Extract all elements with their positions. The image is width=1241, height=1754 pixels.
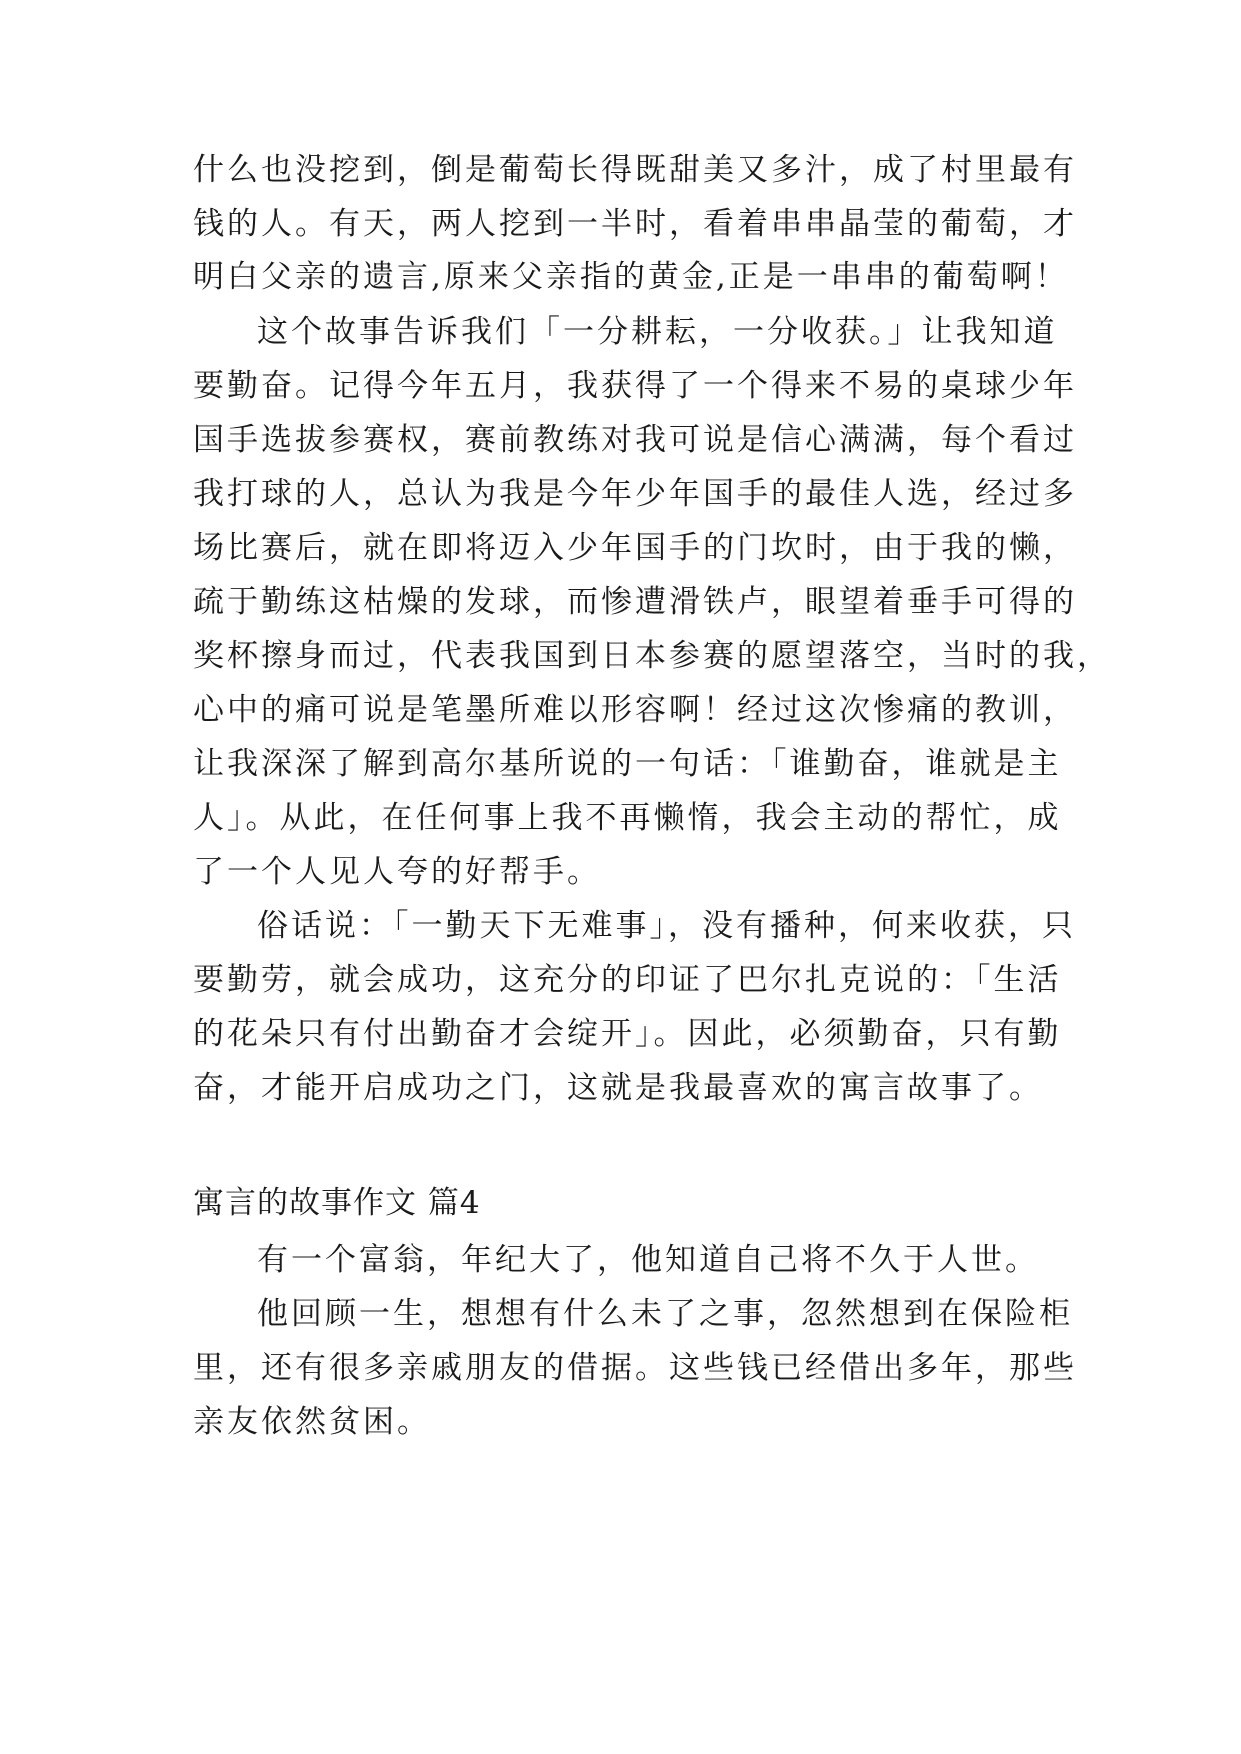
- text-line: 这个故事告诉我们「一分耕耘，一分收获。」让我知道: [257, 314, 1058, 350]
- text-line: 让我深深了解到高尔基所说的一句话：「谁勤奋，谁就是主: [193, 746, 1062, 782]
- text-line: 他回顾一生，想想有什么未了之事，忽然想到在保险柜: [257, 1296, 1073, 1332]
- text-line: 我打球的人，总认为我是今年少年国手的最佳人选，经过多: [193, 476, 1077, 512]
- text-line: 心中的痛可说是笔墨所难以形容啊！经过这次惨痛的教训，: [193, 692, 1077, 728]
- text-line: 了一个人见人夸的好帮手。: [193, 854, 601, 890]
- text-line: 明白父亲的遗言,原来父亲指的黄金,正是一串串的葡萄啊！: [193, 259, 1069, 295]
- section-heading: 寓言的故事作文 篇4: [193, 1185, 481, 1221]
- text-line: 什么也没挖到，倒是葡萄长得既甜美又多汁，成了村里最有: [193, 152, 1077, 188]
- text-line: 亲友依然贫困。: [193, 1404, 431, 1440]
- text-line: 要勤奋。记得今年五月，我获得了一个得来不易的桌球少年: [193, 368, 1077, 404]
- text-line: 疏于勤练这枯燥的发球，而惨遭滑铁卢，眼望着垂手可得的: [193, 584, 1077, 620]
- text-line: 国手选拔参赛权，赛前教练对我可说是信心满满，每个看过: [193, 422, 1077, 458]
- text-line: 有一个富翁，年纪大了，他知道自己将不久于人世。: [257, 1242, 1039, 1278]
- text-line: 奋，才能开启成功之门，这就是我最喜欢的寓言故事了。: [193, 1070, 1043, 1106]
- text-line: 要勤劳，就会成功，这充分的印证了巴尔扎克说的：「生活: [193, 962, 1062, 998]
- text-line: 俗话说：「一勤天下无难事」，没有播种，何来收获，只: [257, 908, 1076, 944]
- text-line: 里，还有很多亲戚朋友的借据。这些钱已经借出多年，那些: [193, 1350, 1077, 1386]
- text-line: 奖杯擦身而过，代表我国到日本参赛的愿望落空，当时的我，: [193, 638, 1111, 674]
- text-line: 的花朵只有付出勤奋才会绽开」。因此，必须勤奋，只有勤: [193, 1016, 1062, 1052]
- text-line: 钱的人。有天，两人挖到一半时，看着串串晶莹的葡萄，才: [193, 206, 1077, 242]
- text-line: 人」。从此，在任何事上我不再懒惰，我会主动的帮忙，成: [193, 800, 1062, 836]
- text-line: 场比赛后，就在即将迈入少年国手的门坎时，由于我的懒，: [193, 530, 1077, 566]
